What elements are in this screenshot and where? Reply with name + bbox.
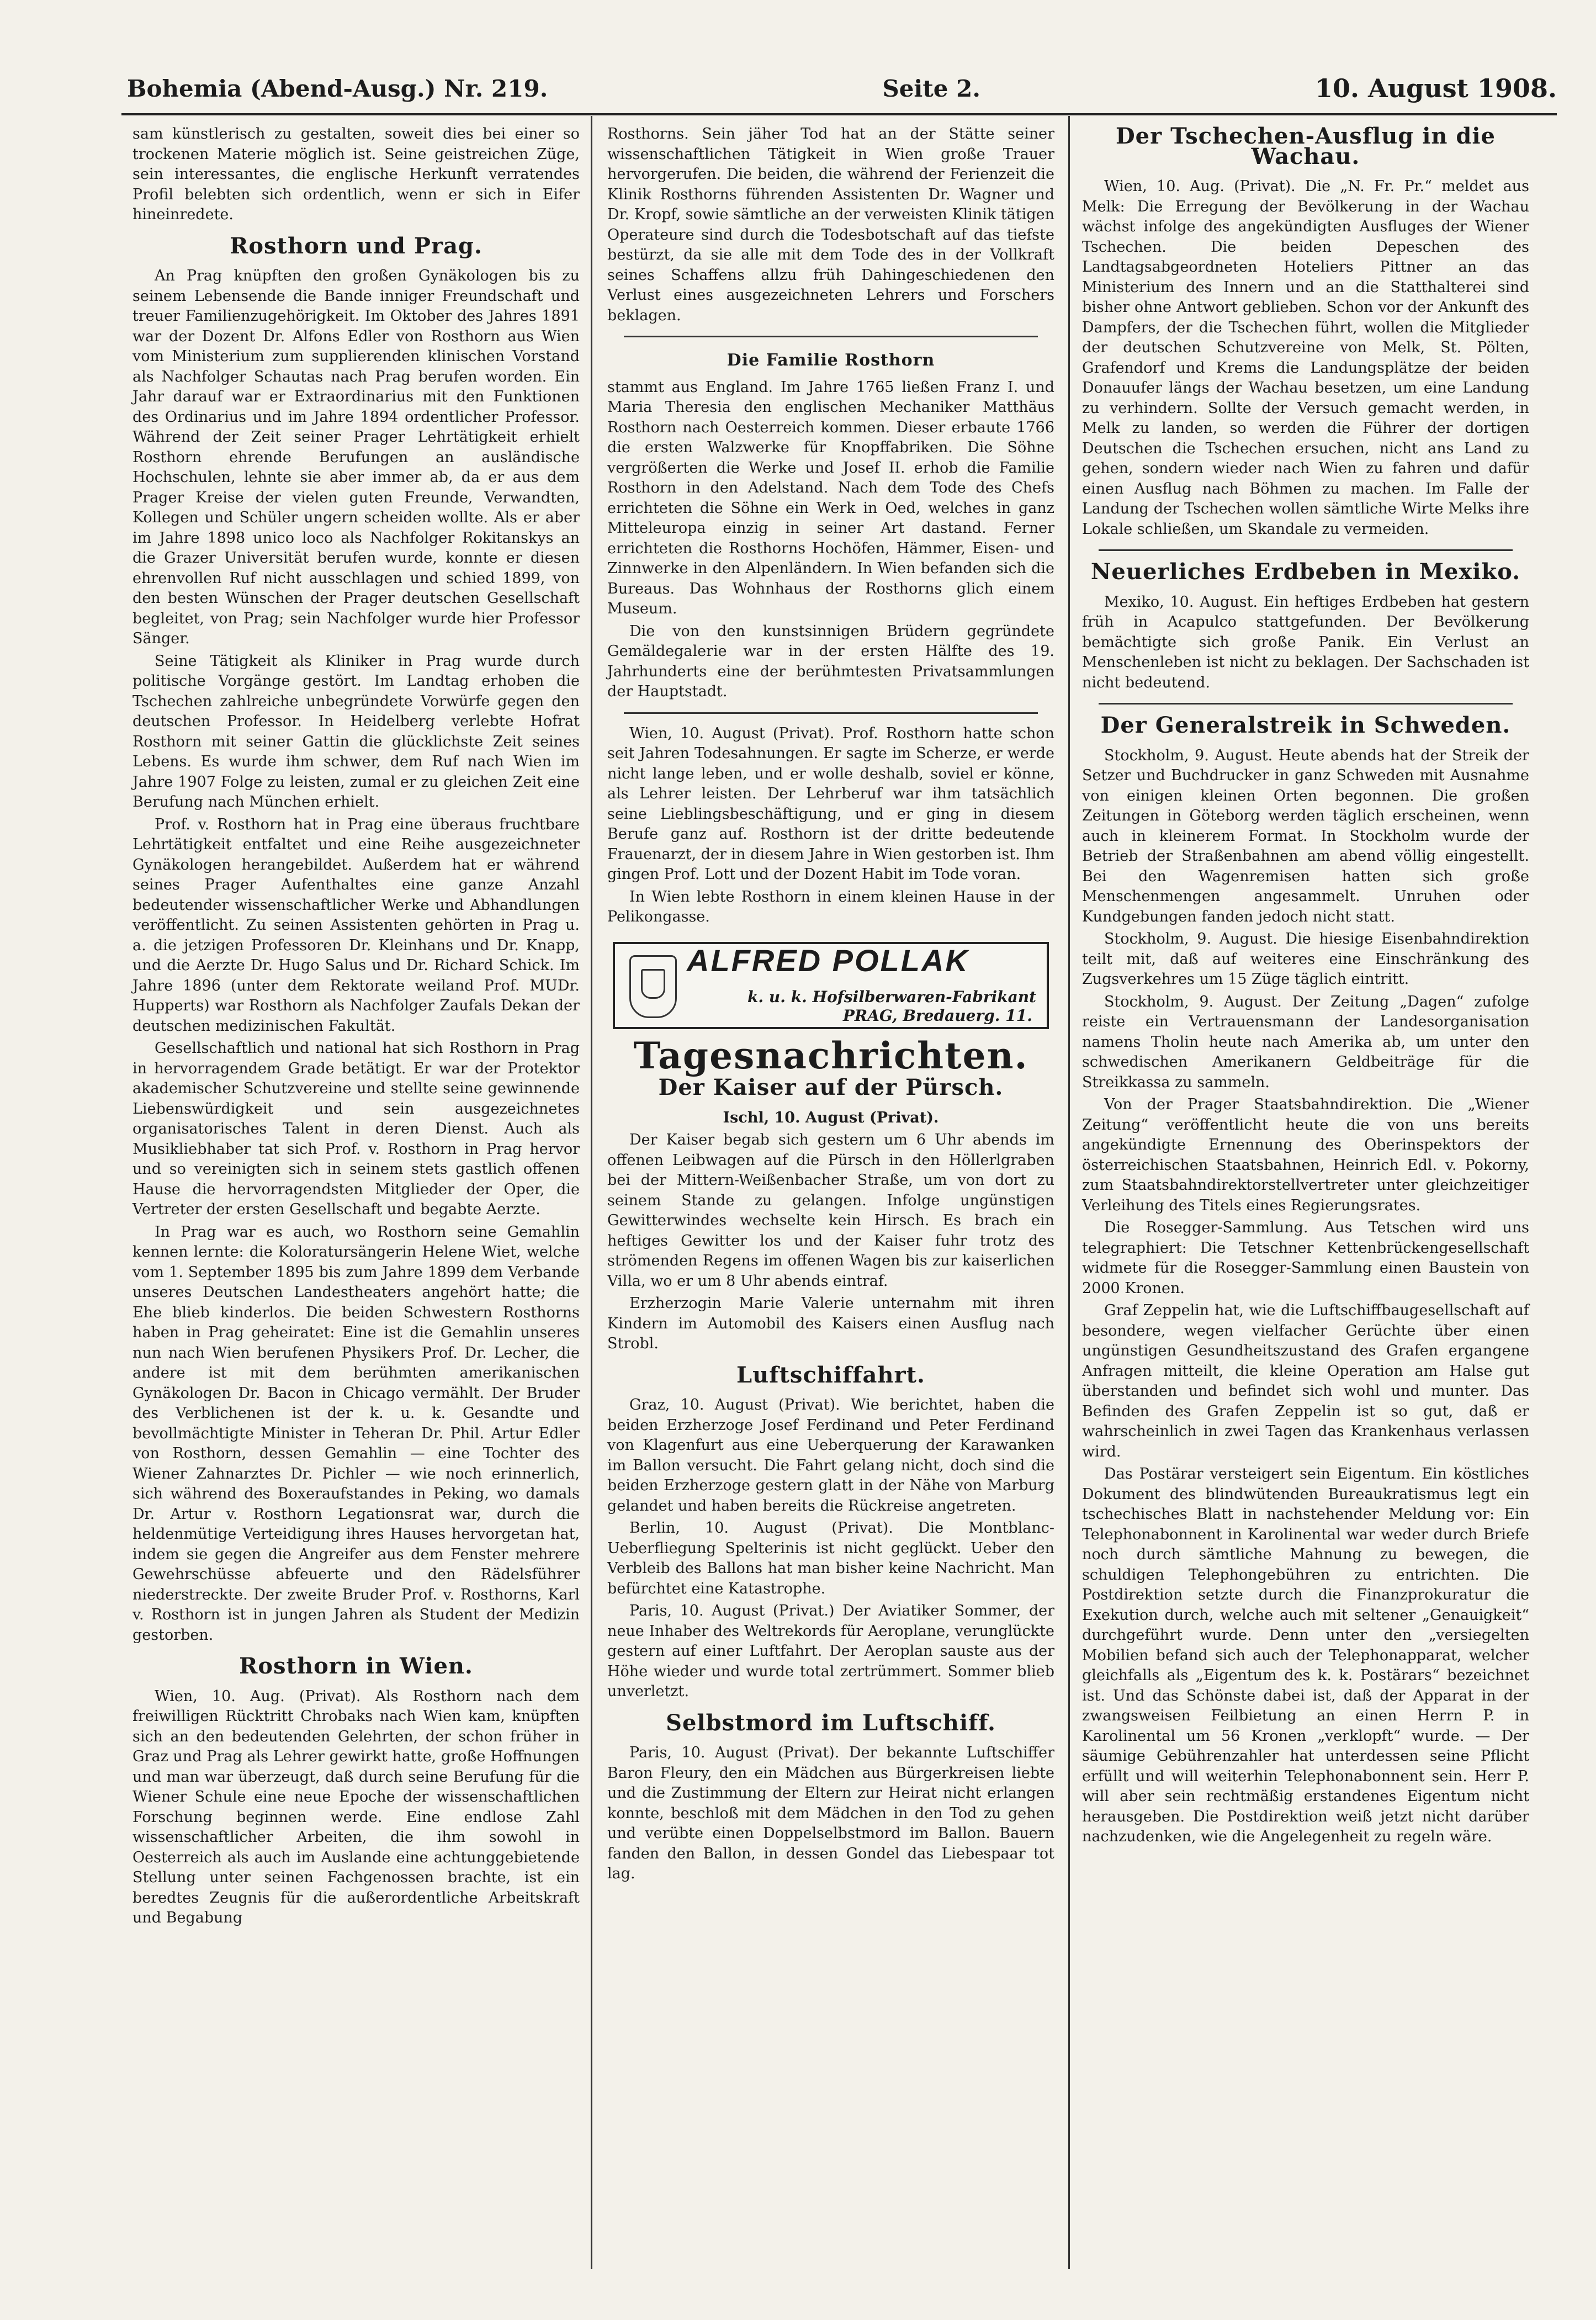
- article-text: Der Kaiser begab sich gestern um 6 Uhr abends im offenen Leibwagen auf die Pürsch in den Höllerlgraben bei der Mittern-Weißenbacher Straße, um von dort zu seinem Stande zu gelangen. Infolge ungünstigen Gewitterwindes wechselte kein Hirsch. Es brach ein heftiges Gewitter los und der Kaiser fuhr trotz des strömenden Regens im offenen Wagen bis zur kaiserlichen Villa, wo er um 8 Uhr abends eintraf.: [607, 1131, 1054, 1290]
- article-heading: Selbstmord im Luftschiff.: [666, 1709, 996, 1736]
- column-2: [607, 124, 1054, 1887]
- article-text: Gesellschaftlich und national hat sich Rosthorn in Prag in hervorragendem Grade betätigt. Er war der Protektor akademischer Schutzvereine und stellte seine gewinnende Liebenswürdigkeit und sein ausgezeichnetes organisatorisches Talent in deren Dienst. Auch als Musikliebhaber tat sich Prof. v. Rosthorn in Prag hervor und so vereinigten sich in seinem stets gastlich offenen Hause die hervorragendsten Mitglieder der Oper, die Vertreter der ersten Gesellschaft und begabte Aerzte.: [132, 1040, 580, 1218]
- article-heading: Der Tschechen-Ausflug in die Wachau.: [1115, 123, 1496, 170]
- article-text: In Prag war es auch, wo Rosthorn seine Gemahlin kennen lernte: die Koloratursängerin Helene Wiet, welche vom 1. September 1895 bis zum Jahre 1899 dem Verbande unseres Deutschen Landestheaters angehört hatte; die Ehe blieb kinderlos. Die beiden Schwestern Rosthorns haben in Prag geheiratet: Eine ist die Gemahlin unseres nun nach Wien berufenen Physikers Prof. Dr. Lecher, die andere ist mit dem berühmten amerikanischen Gynäkologen Dr. Bacon in Chicago vermählt. Der Bruder des Verblichenen ist der k. u. k. Gesandte und bevollmächtigte Minister in Teheran Dr. Phil. Artur Edler von Rosthorn, dessen Gemahlin — eine Tochter des Wiener Zahnarztes Dr. Pichler — wie noch erinnerlich, sich während des Boxeraufstandes in Peking, wo damals Dr. Artur v. Rosthorn Legationsrat war, durch die heldenmütige Verteidigung ihres Hauses hervorgetan hat, indem sie gegen die Angreifer aus dem Fenster mehrere Gewehrschüsse abfeuerte und den Rädelsführer niederstreckte. Der zweite Bruder Prof. v. Rosthorns, Karl v. Rosthorn ist in jungen Jahren als Student der Medizin gestorben.: [132, 1223, 580, 1644]
- article-text: Mexiko, 10. August. Ein heftiges Erdbeben hat gestern früh in Acapulco stattgefunden. Der Bevölkerung bemächtigte sich große Panik. Ein Verlust an Menschenleben ist nicht zu beklagen. Der Sachschaden ist nicht bedeutend.: [1082, 593, 1529, 691]
- article-text: In Wien lebte Rosthorn in einem kleinen Hause in der Pelikongasse.: [607, 888, 1054, 925]
- article-text: Paris, 10. August (Privat). Der bekannte Luftschiffer Baron Fleury, den ein Mädchen aus Bürgerkreisen liebte und die Zustimmung der Eltern zur Heirat nicht erlangen konnte, beschloß mit dem Mädchen in den Tod zu gehen und verübte einen Doppelselbstmord im Ballon. Bauern fanden den Ballon, in dessen Gondel das Liebespaar tot lag.: [607, 1744, 1054, 1882]
- section-divider: [624, 712, 1038, 714]
- article-text: stammt aus England. Im Jahre 1765 ließen Franz I. und Maria Theresia den englischen Mechaniker Matthäus Rosthorn nach Oesterreich kommen. Dieser erbaute 1766 die ersten Walzwerke für Knopffabriken. Die Söhne vergrößerten die Werke und Josef II. erhob die Familie Rosthorn in den Adelstand. Nach dem Tode des Chefs errichteten die Söhne ein Werk in Oed, welches in ganz Mitteleuropa einzig in seiner Art dastand. Ferner errichteten die Rosthorns Hochöfen, Hämmer, Eisen- und Zinnwerke in den Alpenländern. In Wien befanden sich die Bureaus. Das Wohnhaus der Rosthorns glich einem Museum.: [607, 378, 1054, 617]
- section-divider: [624, 336, 1038, 337]
- crest-icon: [629, 955, 677, 1018]
- article-text: Graf Zeppelin hat, wie die Luftschiffbaugesellschaft auf besondere, wegen vielfacher Gerüchte über einen ungünstigen Gesundheitszustand des Grafen ergangene Anfragen mitteilt, die kleine Operation am Halse gut überstanden und befindet sich wohl und munter. Das Befinden des Grafen Zeppelin ist so gut, daß er wahrscheinlich in zwei Tagen das Krankenhaus verlassen wird.: [1082, 1302, 1529, 1460]
- article-text: Paris, 10. August (Privat.) Der Aviatiker Sommer, der neue Inhaber des Weltrekords für Aeroplane, verunglückte gestern auf einer Luftfahrt. Der Aeroplan sauste aus der Höhe wieder und wurde total zertrümmert. Sommer blieb unverletzt.: [607, 1602, 1054, 1700]
- article-text: Das Postärar versteigert sein Eigentum. Ein köstliches Dokument des blindwütenden Bureaukratismus legt ein tschechisches Blatt in nachstehender Meldung vor: Ein Telephonabonnent in Karolinental war weder durch Briefe noch durch sämtliche Mahnung zu bewegen, die schuldigen Telephongebühren zu entrichten. Die Postdirektion setzte durch die Finanzprokuratur die Exekution durch, welche auch mit seltener „Genauigkeit“ durchgeführt wurde. Denn unter den „versiegelten Mobilien befand sich auch der Telephonapparat, welcher gleichfalls als „Eigentum des k. k. Postärars“ bezeichnet ist. Und das Schönste dabei ist, daß der Apparat in der zwangsweisen Feilbietung an einen Herrn P. in Karolinental um 56 Kronen „verklopft“ wurde. — Der säumige Gebührenzahler hat unterdessen seine Pflicht erfüllt und will weiterhin Telephonabonnent sein. Herr P. will aber sein rechtmäßig erstandenes Eigentum nicht herausgeben. Die Postdirektion weiß jetzt nicht darüber nachzudenken, wie die Angelegenheit zu regeln wäre.: [1082, 1465, 1529, 1845]
- article-text: Berlin, 10. August (Privat). Die Montblanc-Ueberfliegung Spelterinis ist nicht geglückt. Ueber den Verbleib des Ballons hat man bisher keine Nachricht. Man befürchtet eine Katastrophe.: [607, 1519, 1054, 1597]
- page-header: [127, 66, 1557, 110]
- advertiser-title: k. u. k. Hofsilberwaren-Fabrikant: [747, 987, 1037, 1006]
- article-heading: Die Familie Rosthorn: [727, 351, 935, 370]
- article-text: Seine Tätigkeit als Kliniker in Prag wurde durch politische Vorgänge gestört. Im Landtag erhoben die Tschechen zahlreiche unbegründete Vorwürfe gegen den deutschen Professor. In Heidelberg verlebte Hofrat Rosthorn mit seiner Gattin die glücklichste Zeit seines Lebens. Es wurde ihm schwer, dem Ruf nach Wien im Jahre 1907 Folge zu leisten, zumal er zu gleichen Zeit eine Berufung nach München erhielt.: [132, 652, 580, 811]
- column-rule-2: [1068, 116, 1070, 2269]
- article-text: Erzherzogin Marie Valerie unternahm mit ihren Kindern im Automobil des Kaisers einen Ausflug nach Strobl.: [607, 1295, 1054, 1352]
- article-text: Die von den kunstsinnigen Brüdern gegründete Gemäldegalerie war in der ersten Hälfte des 19. Jahrhunderts eine der berühmtesten Privatsammlungen der Hauptstadt.: [607, 622, 1054, 700]
- article-text: Stockholm, 9. August. Heute abends hat der Streik der Setzer und Buchdrucker in ganz Schweden mit Ausnahme von einigen kleinen Orten begonnen. Die großen Zeitungen in Göteborg werden täglich erscheinen, wenn auch in kleinerem Format. In Stockholm wurde der Betrieb der Straßenbahnen am abend völlig eingestellt. Bei den Wagenremisen hatten sich große Menschenmengen angesammelt. Unruhen oder Kundgebungen fanden jedoch nicht statt.: [1082, 746, 1529, 925]
- article-text: Rosthorns. Sein jäher Tod hat an der Stätte seiner wissenschaftlichen Tätigkeit in Wien große Trauer hervorgerufen. Die beiden, die während der Ferienzeit die Klinik Rosthorns führenden Assistenten Dr. Wagner und Dr. Kropf, sowie sämtliche an der verweisten Klinik tätigen Operateure sind durch die Todesbotschaft auf das tiefste bestürzt, da sie alle mit dem Tode des in der Vollkraft seines Schaffens allzu früh Dahingeschiedenen den Verlust eines ausgezeichneten Lehrers und Forschers beklagen.: [607, 125, 1054, 324]
- article-heading: Luftschiffahrt.: [736, 1362, 925, 1388]
- article-heading: Neuerliches Erdbeben in Mexiko.: [1090, 559, 1521, 585]
- article-text: Prof. v. Rosthorn hat in Prag eine überaus fruchtbare Lehrtätigkeit entfaltet und eine Reihe ausgezeichneter Gynäkologen herangebildet. Außerdem hat er während seines Prager Aufenthaltes eine ganze Anzahl bedeutender wissenschaftlicher Werke und Abhandlungen veröffentlicht. Zu seinen Assistenten gehörten in Prag u. a. die jetzigen Professoren Dr. Kleinhans und Dr. Knapp, und die Aerzte Dr. Hugo Salus und Dr. Richard Schick. Im Jahre 1896 (unter dem Rektorate weiland Prof. MUDr. Hupperts) war Rosthorn als Nachfolger Zaufals Dekan der deutschen medizinischen Fakultät.: [132, 815, 580, 1035]
- column-3: [1082, 124, 1529, 1850]
- article-text: Wien, 10. Aug. (Privat). Als Rosthorn nach dem freiwilligen Rücktritt Chrobaks nach Wien kam, knüpften sich an den bedeutenden Gelehrten, der schon früher in Graz und Prag als Lehrer gewirkt hatte, große Hoffnungen und man war überzeugt, daß durch seine Berufung für die Wiener Schule eine neue Epoche der wissenschaftlichen Forschung beginnen werde. Eine endlose Zahl wissenschaftlicher Arbeiten, die ihm sowohl in Oesterreich als auch im Auslande eine achtunggebietende Stellung unter seinen Fachgenossen brachte, ist ein beredtes Zeugnis für die außerordentliche Arbeitskraft und Begabung: [132, 1687, 580, 1926]
- section-title: Tagesnachrichten.: [633, 1034, 1028, 1077]
- header-publication: Bohemia (Abend-Ausg.) Nr. 219.: [127, 75, 548, 102]
- article-text: Stockholm, 9. August. Die hiesige Eisenbahndirektion teilt mit, daß auf weiteres eine Einschränkung des Zugsverkehres um 15 Züge täglich eintritt.: [1082, 930, 1529, 988]
- column-1: [132, 124, 580, 1931]
- article-text: Wien, 10. Aug. (Privat). Die „N. Fr. Pr.“ meldet aus Melk: Die Erregung der Bevölkerung in der Wachau wächst infolge des angekündigten Ausfluges der Wiener Tschechen. Die beiden Depeschen des Landtagsabgeordneten Hoteliers Pittner an das Ministerium des Innern und an die Statthalterei sind bisher ohne Antwort geblieben. Schon vor der Ankunft des Dampfers, der die Tschechen führt, wollen die Mitglieder der deutschen Schutzvereine von Melk, St. Pölten, Grafendorf und Krems die Landungsplätze der beiden Donauufer längs der Wachau besetzen, um eine Landung zu verhindern. Sollte der Versuch gemacht werden, in Melk zu landen, so werden die Führer der dortigen Deutschen die Tschechen ersuchen, nicht ans Land zu gehen, sondern wieder nach Wien zu fahren und dafür einen Ausflug nach Böhmen zu machen. Im Falle der Landung der Tschechen wollen sämtliche Wirte Melks ihre Lokale schließen, um Skandale zu vermeiden.: [1082, 178, 1529, 538]
- article-heading: Rosthorn und Prag.: [230, 232, 482, 259]
- article-heading: Der Kaiser auf der Pürsch.: [658, 1074, 1004, 1100]
- header-date: 10. August 1908.: [1314, 73, 1557, 103]
- column-rule-1: [591, 116, 592, 2269]
- advertisement-box: [613, 942, 1049, 1029]
- article-text: sam künstlerisch zu gestalten, soweit dies bei einer so trockenen Materie möglich ist. Seine geistreichen Züge, sein interessantes, die englische Herkunft verratendes Profil belebten sich ordentlich, wenn er sich in Eifer hineinredete.: [132, 125, 580, 223]
- advertiser-address: PRAG, Bredauerg. 11.: [842, 1006, 1032, 1025]
- section-divider: [1099, 703, 1513, 705]
- article-text: Die Rosegger-Sammlung. Aus Tetschen wird uns telegraphiert: Die Tetschner Kettenbrückengesellschaft widmete für die Rosegger-Sammlung einen Baustein von 2000 Kronen.: [1082, 1219, 1529, 1297]
- advertiser-name: ALFRED POLLAK: [687, 942, 969, 978]
- dateline: Ischl, 10. August (Privat).: [723, 1109, 939, 1126]
- article-text: Von der Prager Staatsbahndirektion. Die „Wiener Zeitung“ veröffentlicht heute die von uns bereits angekündigte Ernennung des Oberinspektors der österreichischen Staatsbahnen, Heinrich Edl. v. Pokorny, zum Staatsbahndirektorstellvertreter unter gleichzeitiger Verleihung des Titels eines Regierungsrates.: [1082, 1096, 1529, 1214]
- header-rule: [121, 113, 1557, 115]
- article-heading: Der Generalstreik in Schweden.: [1100, 712, 1511, 738]
- article-text: Stockholm, 9. August. Der Zeitung „Dagen“ zufolge reiste ein Vertrauensmann der Landesorganisation namens Tholin heute nach Amerika ab, um unter den schwedischen Amerikanern Geldbeiträge für die Streikkassa zu sammeln.: [1082, 993, 1529, 1091]
- section-divider: [1099, 549, 1513, 551]
- article-text: An Prag knüpften den großen Gynäkologen bis zu seinem Lebensende die Bande inniger Freundschaft und treuer Familienzugehörigkeit. Im Oktober des Jahres 1891 war der Dozent Dr. Alfons Edler von Rosthorn aus Wien vom Ministerium zum supplierenden klinischen Vorstand als Nachfolger Schautas nach Prag berufen worden. Ein Jahr darauf war er Extraordinarius mit den Funktionen des Ordinarius und im Jahre 1894 ordentlicher Professor. Während der Zeit seiner Prager Lehrtätigkeit erhielt Rosthorn ehrende Berufungen an ausländische Hochschulen, lehnte sie aber immer ab, da er aus dem Prager Kreise der vielen guten Freunde, Verwandten, Kollegen und Schüler ungern scheiden wollte. Als er aber im Jahre 1898 unico loco als Nachfolger Rokitanskys an die Grazer Universität berufen wurde, konnte er diesen ehrenvollen Ruf nicht ausschlagen und schied 1899, von den besten Wünschen der Prager deutschen Gesellschaft begleitet, von Prag; sein Nachfolger wurde hier Professor Sänger.: [132, 267, 580, 647]
- article-text: Wien, 10. August (Privat). Prof. Rosthorn hatte schon seit Jahren Todesahnungen. Er sagte im Scherze, er werde nicht lange leben, und er wolle deshalb, soviel er könne, als Lehrer leisten. Der Lehrberuf war ihm tatsächlich seine Lieblingsbeschäftigung, und er ging in diesem Berufe ganz auf. Rosthorn ist der dritte bedeutende Frauenarzt, der in diesem Jahre in Wien gestorben ist. Ihm gingen Prof. Lott und der Dozent Habit im Tode voran.: [607, 724, 1054, 883]
- article-text: Graz, 10. August (Privat). Wie berichtet, haben die beiden Erzherzoge Josef Ferdinand und Peter Ferdinand von Klagenfurt aus eine Ueberquerung der Karawanken im Ballon versucht. Die Fahrt gelang nicht, doch sind die beiden Erzherzoge gestern glatt in der Nähe von Marburg gelandet und haben bereits die Rückreise angetreten.: [607, 1396, 1054, 1514]
- article-heading: Rosthorn in Wien.: [239, 1653, 473, 1679]
- header-page-number: Seite 2.: [882, 75, 980, 102]
